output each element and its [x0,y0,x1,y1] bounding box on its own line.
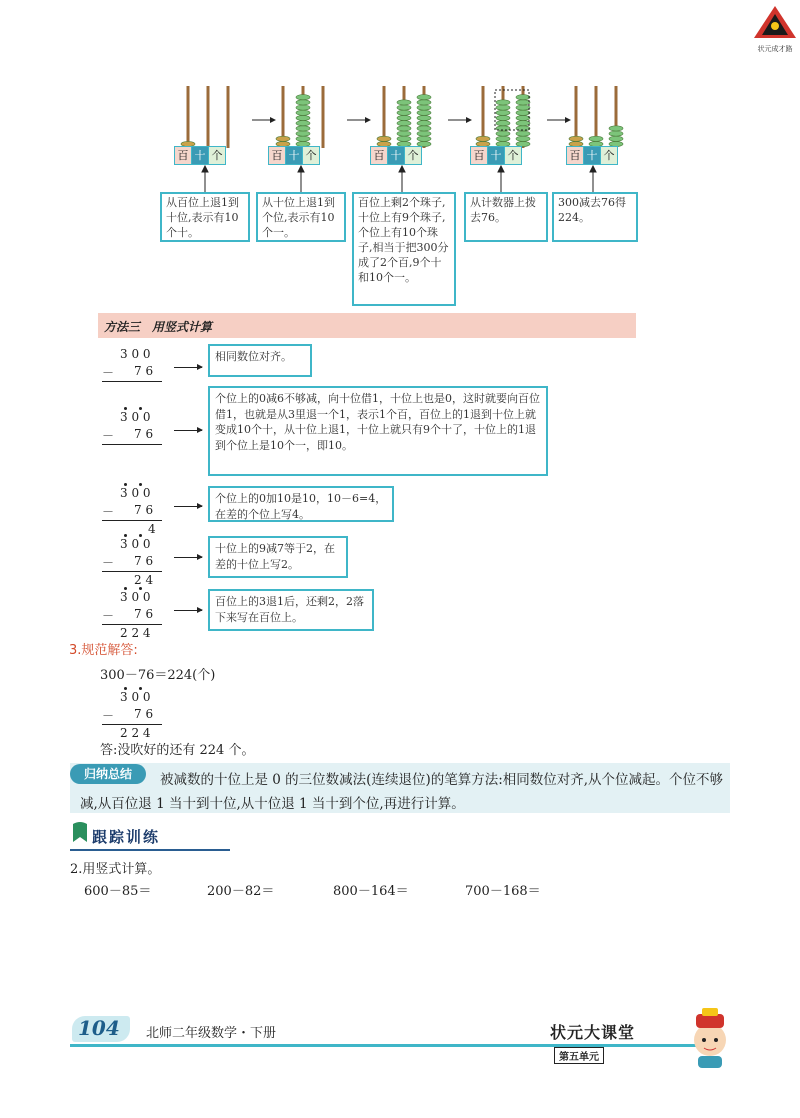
problem-1: 600－85＝ [84,884,152,899]
tracking-title: 跟踪训练 [92,828,161,846]
abacus-4-label-1: 百 [470,146,488,165]
method-step-3-dot-hundreds [124,483,127,486]
method-step-5-line [102,624,162,625]
method-step-5-explain: 百位上的3退1后，还剩2，2落下来写在百位上。 [208,589,374,631]
method-step-4-dot-tens [139,534,142,537]
section-3-dot-hundreds [124,687,127,690]
method-step-5-subtrahend: 7 6 [134,607,154,621]
method-step-4-minus-sign: － [102,556,115,570]
abacus-1 [181,86,228,148]
abacus-3-label-3: 个 [404,146,422,165]
section-3-heading: 3.规范解答: [69,643,138,658]
method-step-2-line [102,444,162,445]
section-3-subtrahend: 7 6 [134,707,154,721]
abacus-up-arrows [160,164,640,194]
abacus-3-label-2: 十 [387,146,405,165]
abacus-5-label-3: 个 [600,146,618,165]
method-step-2-explain: 个位上的0减6不够减，向十位借1，十位上也是0，这时就要向百位借1，也就是从3里退一个1，表示1个百，百位上的1退到十位上就变成10个十，从十位上退1，十位上就只有9个十了，十位上的1退到个位上是10个一，即10。 [208,386,548,476]
method-step-4-difference: 2 4 [134,573,154,587]
publisher-logo [752,4,798,53]
tracking-question: 2.用竖式计算。 [70,862,161,877]
method-step-1-explain: 相同数位对齐。 [208,344,312,377]
method-step-3-arrow [174,506,202,507]
method-step-1-minuend: 3 0 0 [120,347,151,361]
method-step-3-line [102,520,162,521]
method-step-3-explain: 个位上的0加10是10，10－6=4，在差的个位上写4。 [208,486,394,522]
method-step-3-minuend: 3 0 0 [120,486,151,500]
footer-line [70,1044,710,1047]
method-step-2-minuend: 3 0 0 [120,410,151,424]
abacus-1-label-1: 百 [174,146,192,165]
section-3-minus-sign: － [102,709,115,723]
method-step-4-dot-hundreds [124,534,127,537]
section-3-answer: 答:没吹好的还有 224 个。 [100,743,255,758]
method-step-2-dot-tens [139,407,142,410]
method-step-4-explain: 十位上的9减7等于2，在差的十位上写2。 [208,536,348,578]
section-3-equation: 300－76＝224(个) [100,668,216,683]
method-step-4-arrow [174,557,202,558]
brand-name: 状元大课堂 [550,1023,636,1042]
method-step-5-arrow [174,610,202,611]
abacus-3 [377,86,431,148]
abacus-2-label-3: 个 [302,146,320,165]
abacus-2 [276,86,323,148]
method-3-title: 方法三 用竖式计算 [104,320,213,334]
section-3-line [102,724,162,725]
method-step-2-dot-hundreds [124,407,127,410]
abacus-4-label-2: 十 [487,146,505,165]
abacus-1-label-2: 十 [191,146,209,165]
method-step-4-line [102,571,162,572]
method-step-5-minuend: 3 0 0 [120,590,151,604]
bookmark-icon [70,822,90,844]
method-step-2-subtrahend: 7 6 [134,427,154,441]
tracking-underline [70,849,230,851]
logo-text: 状元成才路 [757,45,793,53]
unit-label: 第五单元 [554,1047,604,1064]
method-step-3-minus-sign: － [102,505,115,519]
abacus-4-label-3: 个 [504,146,522,165]
method-step-1-minus-sign: － [102,366,115,380]
abacus-5-label-2: 十 [583,146,601,165]
abacus-5 [569,86,623,148]
method-step-1-arrow [174,367,202,368]
abacus-1-label-3: 个 [208,146,226,165]
abacus-2-label-2: 十 [285,146,303,165]
method-step-1-line [102,381,162,382]
abacus-step-2-desc: 从十位上退1到个位,表示有10个一。 [256,192,346,242]
page-number: 104 [78,1016,120,1040]
section-3-dot-tens [139,687,142,690]
problem-2: 200－82＝ [207,884,275,899]
method-step-5-dot-hundreds [124,587,127,590]
method-step-4-minuend: 3 0 0 [120,537,151,551]
summary-text [80,768,730,816]
abacus-2-label-1: 百 [268,146,286,165]
book-title: 北师二年级数学・下册 [146,1026,277,1041]
section-3-minuend: 3 0 0 [120,690,151,704]
abacus-5-label-1: 百 [566,146,584,165]
method-step-2-minus-sign: － [102,429,115,443]
summary-body: 被减数的十位上是 0 的三位数减法(连续退位)的笔算方法:相同数位对齐,从个位减起。个位不够减,从百位退 1 当十到十位,从十位退 1 当十到个位,再进行计算。 [80,772,724,812]
method-step-5-dot-tens [139,587,142,590]
abacus-step-1-desc: 从百位上退1到十位,表示有10个十。 [160,192,250,242]
mascot-icon [680,1004,740,1070]
abacus-step-3-desc: 百位上剩2个珠子,十位上有9个珠子,个位上有10个珠子,相当于把300分成了2个百,9个十和10个一。 [352,192,456,306]
method-step-2-arrow [174,430,202,431]
method-step-4-subtrahend: 7 6 [134,554,154,568]
method-step-3-difference: 4 [148,522,156,536]
abacus-step-4-desc: 从计数器上拨去76。 [464,192,548,242]
method-step-3-subtrahend: 7 6 [134,503,154,517]
method-step-3-dot-tens [139,483,142,486]
abacus-4 [476,86,530,148]
logo-icon [752,4,798,40]
method-step-1-subtrahend: 7 6 [134,364,154,378]
problem-4: 700－168＝ [465,884,541,899]
method-step-5-minus-sign: － [102,609,115,623]
section-3-difference: 2 2 4 [120,726,151,740]
abacus-step-5-desc: 300减去76得224。 [552,192,638,242]
method-step-5-difference: 2 2 4 [120,626,151,640]
problem-3: 800－164＝ [333,884,409,899]
abacus-3-label-1: 百 [370,146,388,165]
summary-tag: 归纳总结 [70,764,146,784]
